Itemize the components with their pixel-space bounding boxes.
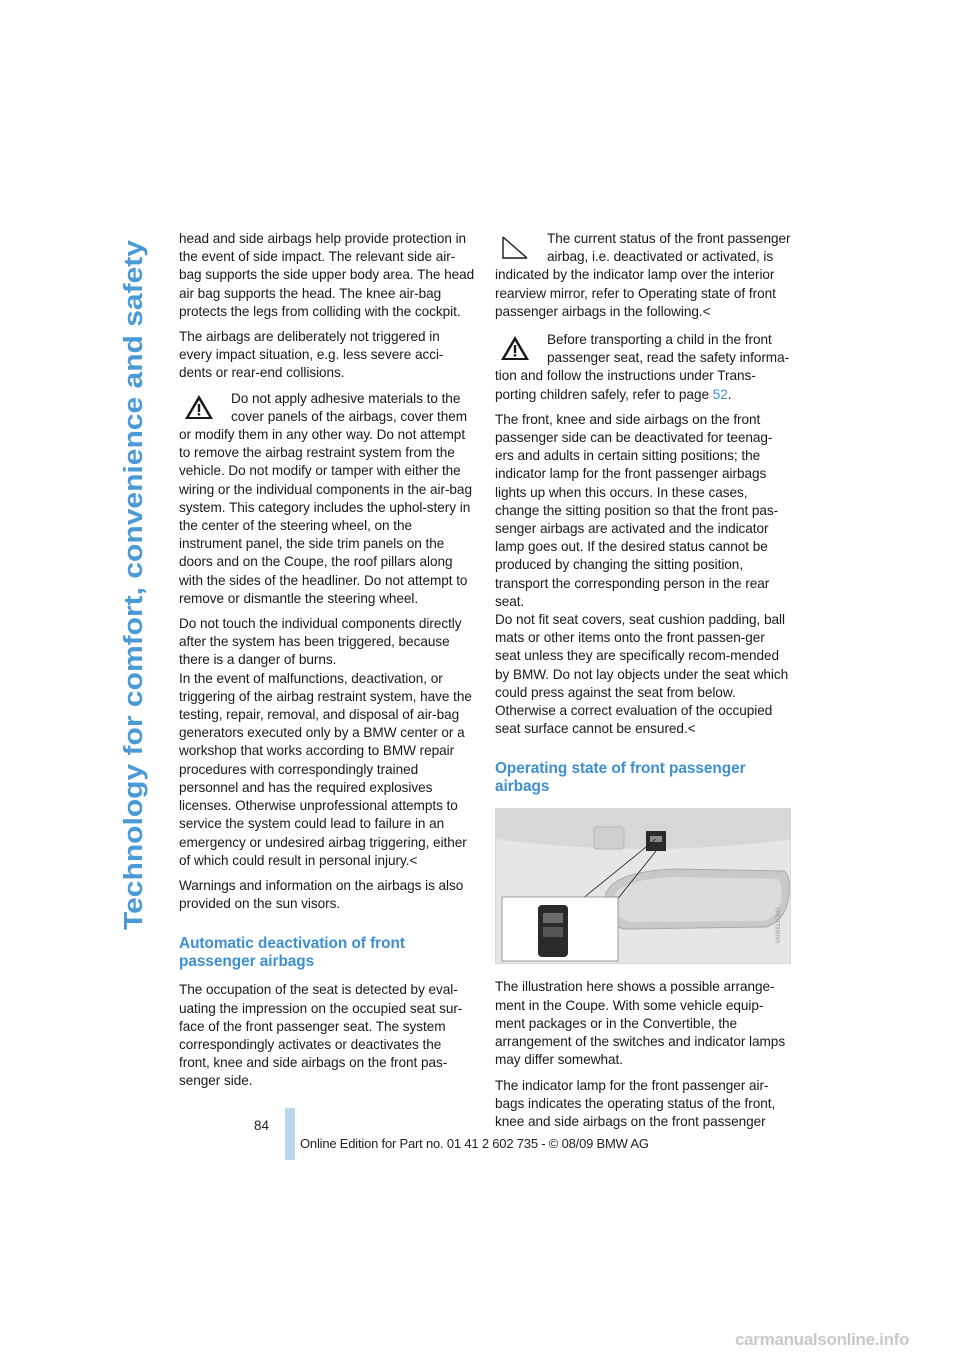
warning-lead-text: Do not apply adhesive materials to the cover panels of the airbags, cover them or (179, 390, 468, 443)
end-mark: < (687, 721, 696, 737)
paragraph: The occupation of the seat is detected by eval-uating the impression on the occupied seat sur-face of the front passenger seat. The system correspondingly activates or deactivates the front, knee and side airbags on the front pas-senger side. (179, 982, 463, 1089)
paragraph: In the event of malfunctions, deactivation, or triggering of the airbag restraint system, have the testing, repair, removal, and disposal of air-bag generators executed only by a BMW center or a workshop that works according to BMW repair procedures with correspondingly trained personnel and has the required explosives licenses. Otherwise unprofessional attempts to service the system could lead to failure in an emergency or undesired airbag triggering, either of which could result in personal injury. (179, 670, 472, 868)
footer-accent-bar (285, 1108, 295, 1160)
note-arrow-icon (495, 232, 535, 262)
note-block (495, 230, 791, 321)
mirror-indicator-illustration (495, 808, 791, 964)
paragraph: Warnings and information on the airbags is also provided on the sun visors. (179, 877, 464, 912)
paragraph: head and side airbags help provide protection in the event of side impact. The relevant side air-bag supports the side upper body area. The head air bag supports the head. The knee air-bag protects the legs from colliding with the cockpit. (179, 231, 475, 319)
paragraph: The illustration here shows a possible arrange-ment in the Coupe. With some vehicle equip-ment packages or in the Convertible, the arrangement of the switches and indicator lamps may differ somewhat. (495, 979, 786, 1068)
page-reference-link[interactable]: 52 (712, 386, 728, 402)
paragraph: The airbags are deliberately not triggered in every impact situation, e.g. less severe acci-dents or rear-end collisions. (179, 329, 444, 381)
note-lead-text: The current status of the front passenger airbag, i.e. deactivated or activated, is (547, 231, 791, 265)
section-heading: Automatic deactivation of front passenger airbags (179, 935, 405, 971)
sidebar-title-text: Technology for comfort, convenience and safety (120, 343, 148, 930)
note-text: indicated by the indicator lamp over the interior rearview mirror, refer to Operating state of front passenger airbags in the following. (495, 267, 776, 319)
warning-triangle-icon (495, 333, 535, 363)
warning-block (495, 331, 791, 404)
paragraph: Do not fit seat covers, seat cushion padding, ball mats or other items onto the front passen-ger seat unless they are specifically recom-mended by BMW. Do not lay objects under the seat which could press against the seat from below. Otherwise a correct evaluation of the occupied seat surface cannot be ensured. (495, 612, 789, 737)
warning-text: modify them in any other way. Do not attempt to remove the airbag restraint system from the vehicle. Do not modify or tamper with either the wiring or the individual components in the air-bag system. This category includes the uphol-stery in the center of the steering wheel, on the instrument panel, the side trim panels on the doors and on the Coupe, the roof pillars along with the sides of the headliner. Do not attempt to remove or dismantle the steering wheel. (179, 427, 472, 606)
warning-text: tion and follow the instructions under Trans-porting children safely, refer to page (495, 368, 756, 402)
paragraph: The indicator lamp for the front passenger air-bags indicates the operating status of the front, knee and side airbags on the front passenger (495, 1077, 776, 1129)
warning-triangle-icon (179, 392, 219, 422)
end-mark: < (409, 852, 418, 868)
section-heading: Operating state of front passenger airbags (495, 760, 746, 796)
paragraph: The front, knee and side airbags on the front passenger side can be deactivated for teenag-ers and adults in certain sitting positions; the indicator lamp for the front passenger airbags lights up when this occurs. In these cases, change the sitting position so that the front pas-senger airbags are activated and the indicator lamp goes out. If the desired status cannot be produced by changing the sitting position, transport the corresponding person in the rear seat. (495, 411, 779, 609)
left-column (179, 230, 475, 1098)
watermark: carmanualsonline.info (735, 1330, 910, 1349)
right-column (495, 230, 791, 1138)
page-number: 84 (254, 1118, 270, 1133)
punctuation: . (727, 386, 732, 402)
footer-edition-text: Online Edition for Part no. 01 41 2 602 735 - © 08/09 BMW AG (300, 1136, 649, 1151)
paragraph: Do not touch the individual components directly after the system has been triggered, because there is a danger of burns. (179, 616, 462, 668)
sidebar-chapter-title (112, 230, 152, 930)
end-mark: < (702, 303, 711, 319)
warning-block (179, 390, 475, 608)
figure-code: VA06611CMA (775, 907, 782, 945)
warning-lead-text: Before transporting a child in the front passenger seat, read the safety informa- (547, 332, 790, 366)
